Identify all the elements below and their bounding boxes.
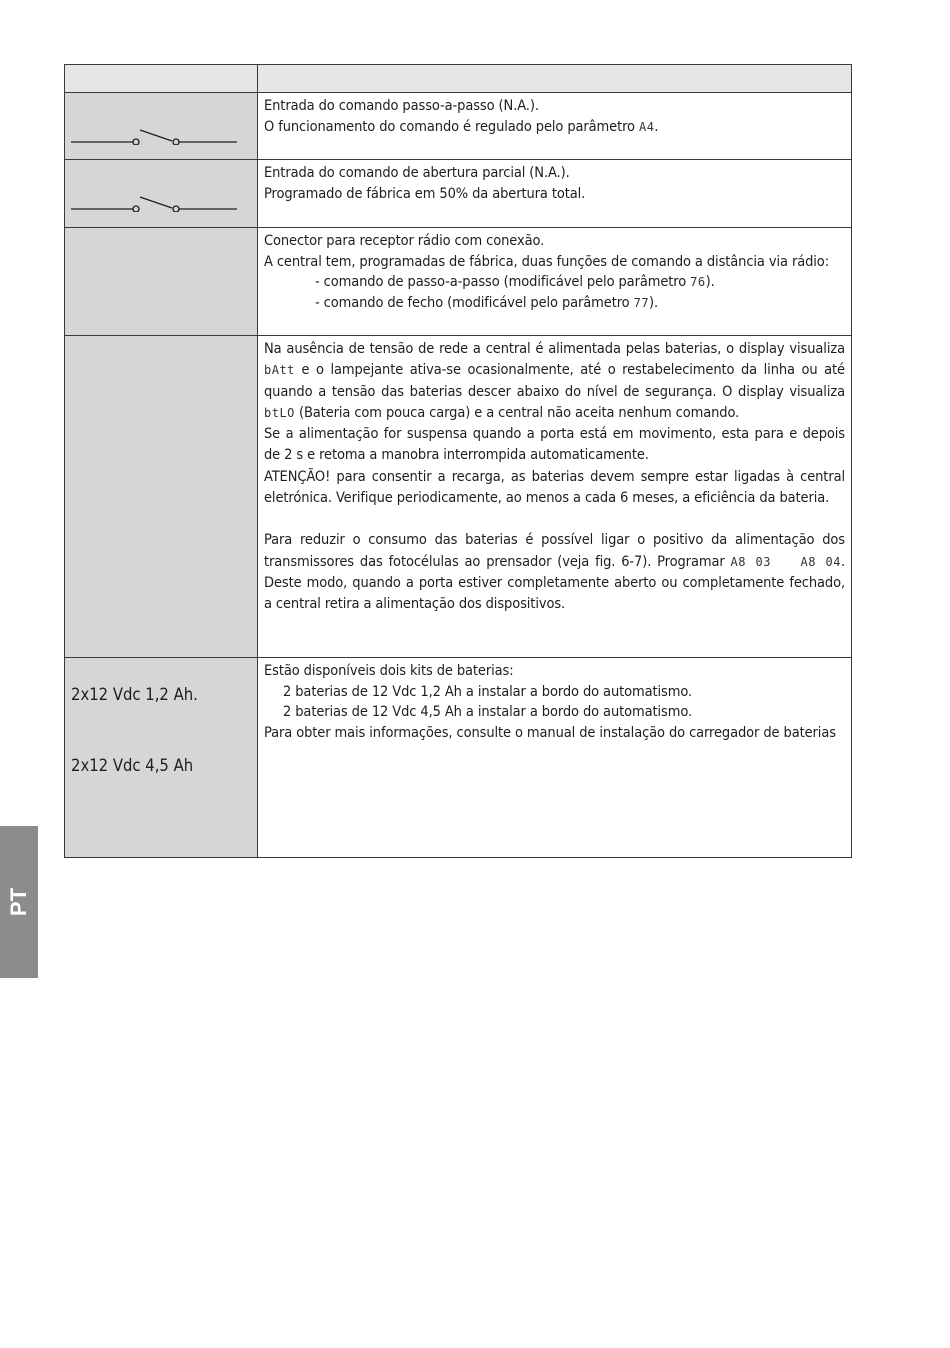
empty-left-cell [65, 228, 258, 336]
display-code: btLO [264, 405, 295, 420]
switch-symbol-cell [65, 93, 258, 160]
normally-open-switch-icon [71, 196, 237, 212]
description-line: Conector para receptor rádio com conexão. [264, 233, 545, 249]
description-cell [258, 160, 852, 228]
language-tab-label: PT [6, 887, 31, 917]
display-code: 76 [690, 275, 706, 290]
display-code: A4 [638, 119, 655, 134]
list-item: - comando de passo-a-passo (modificável pelo parâmetro [315, 274, 691, 291]
description-text: . Deste modo, quando a porta estiver completamente aberto ou completamente fechado, a central retira a alimentação dos dispositivos. [264, 553, 846, 613]
list-item: - comando de fecho (modificável pelo parâmetro [315, 294, 634, 311]
list-item: 2 baterias de 12 Vdc 1,2 Ah a instalar a bordo do automatismo. [283, 683, 693, 700]
battery-kit-label: 2x12 Vdc 1,2 Ah. [71, 685, 198, 704]
header-cell-left [65, 65, 258, 93]
battery-kit-label: 2x12 Vdc 4,5 Ah [71, 756, 194, 775]
description-cell: Conector para receptor rádio com conexão. A central tem, programadas de fábrica, duas funções de comando a distância via rádio: - comando de passo-a-passo (modificável pelo parâmetro 76). - comando de fecho (modificável pelo parâmetro 77). [258, 228, 852, 336]
normally-open-switch-icon [71, 129, 237, 145]
table-row-battery-kits [65, 658, 852, 858]
terminal-description-table [64, 64, 852, 858]
description-line: Estão disponíveis dois kits de baterias: [264, 663, 514, 679]
display-code: A8 03 [730, 554, 771, 569]
description-text: (Bateria com pouca carga) e a central não aceita nenhum comando. [294, 404, 740, 421]
description-line: Programado de fábrica em 50% da abertura total. [264, 185, 586, 202]
description-line: Entrada do comando de abertura parcial (N.A.). [264, 165, 570, 181]
description-text: Na ausência de tensão de rede a central é alimentada pelas baterias, o display visualiza [264, 341, 845, 357]
display-code: bAtt [264, 363, 295, 378]
description-text: Para reduzir o consumo das baterias é possível ligar o positivo da alimentação dos transmissores das fotocélulas ao prensador (veja fig. 6-7). Programar [264, 532, 845, 570]
warning-paragraph: ATENÇÃO! para consentir a recarga, as baterias devem sempre estar ligadas à central eletrónica. Verifique periodicamente, ao menos a cada 6 meses, a eficiência da bateria. [264, 468, 845, 507]
table-row-radio-receiver [65, 228, 852, 336]
table-row-partial-opening [65, 160, 852, 228]
description-cell: Entrada do comando passo-a-passo (N.A.). O funcionamento do comando é regulado pelo parâmetro A4. [258, 93, 852, 160]
battery-kits-cell [65, 658, 258, 858]
description-paragraph: A central tem, programadas de fábrica, duas funções de comando a distância via rádio: [264, 253, 829, 270]
table-header-row [65, 65, 852, 93]
description-cell [258, 336, 852, 658]
list-item: 2 baterias de 12 Vdc 4,5 Ah a instalar a bordo do automatismo. [283, 704, 693, 721]
language-side-tab [0, 826, 38, 978]
switch-symbol-cell [65, 160, 258, 228]
description-line: O funcionamento do comando é regulado pelo parâmetro [264, 118, 639, 135]
table-row-step-by-step [65, 93, 852, 160]
description-text: e o lampejante ativa-se ocasionalmente, até o restabelecimento da linha ou até quando a tensão das baterias descer abaixo do nível de segurança. O display visualiza [264, 362, 845, 400]
table-row-battery-operation [65, 336, 852, 658]
description-paragraph: Se a alimentação for suspensa quando a porta está em movimento, esta para e depois de 2 s e retoma a manobra interrompida automaticamente. [264, 426, 845, 464]
description-cell [258, 658, 852, 858]
description-line: Entrada do comando passo-a-passo (N.A.). [264, 98, 539, 114]
display-code: 77 [633, 295, 650, 310]
description-line: Para obter mais informações, consulte o manual de instalação do carregador de baterias [264, 724, 836, 741]
display-code: A8 04 [800, 554, 841, 569]
empty-left-cell [65, 336, 258, 658]
header-cell-right [258, 65, 852, 93]
